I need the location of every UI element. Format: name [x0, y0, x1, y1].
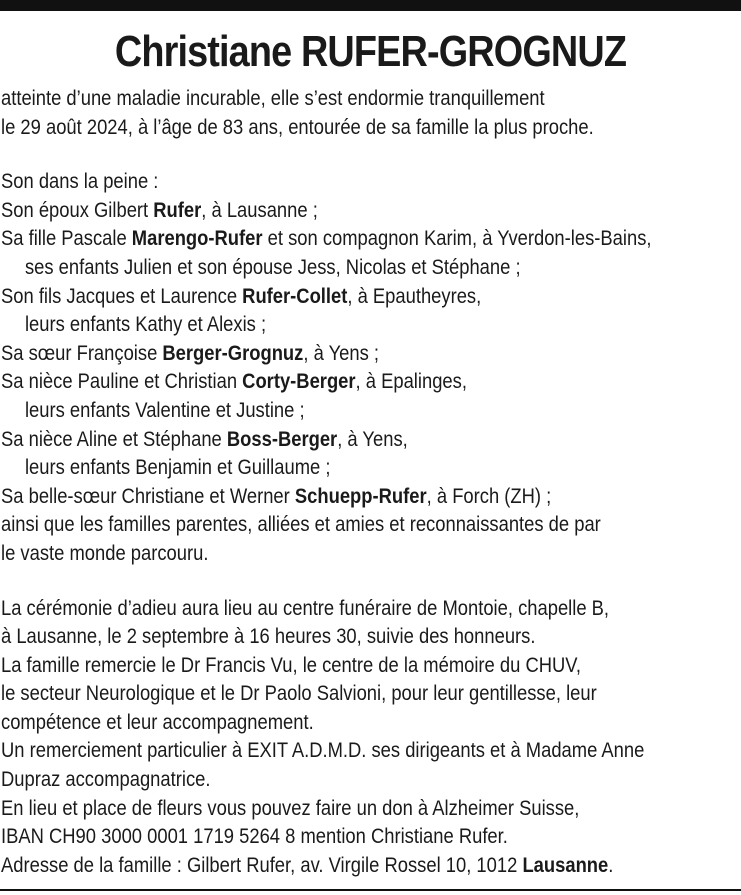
paragraph-gap	[1, 141, 651, 167]
family-heading: Son dans la peine :	[1, 169, 159, 194]
notice-title: Christiane RUFER-GROGNUZ	[114, 27, 627, 76]
closing-line: Un remerciement particulier à EXIT A.D.M.D. ses dirigeants et à Madame Anne	[1, 738, 645, 763]
closing-line: La famille remercie le Dr Francis Vu, le centre de la mémoire du CHUV,	[1, 652, 581, 677]
notice-body	[1, 84, 651, 879]
family-line: ses enfants Julien et son épouse Jess, Nicolas et Stéphane ;	[24, 254, 521, 279]
family-line: le vaste monde parcouru.	[1, 540, 209, 565]
address-line: Adresse de la famille : Gilbert Rufer, av. Virgile Rossel 10, 1012 Lausanne.	[1, 852, 614, 877]
family-line: Sa nièce Pauline et Christian Corty-Berger, à Epalinges,	[1, 369, 467, 394]
family-line: Sa sœur Françoise Berger-Grognuz, à Yens ;	[1, 340, 379, 365]
closing-line: Dupraz accompagnatrice.	[1, 767, 211, 792]
family-line: leurs enfants Kathy et Alexis ;	[24, 312, 267, 337]
intro-line: le 29 août 2024, à l’âge de 83 ans, entourée de sa famille la plus proche.	[1, 114, 594, 139]
family-line: Sa belle-sœur Christiane et Werner Schuepp-Rufer, à Forch (ZH) ;	[1, 483, 552, 508]
closing-line: IBAN CH90 3000 0001 1719 5264 8 mention Christiane Rufer.	[1, 824, 508, 849]
closing-line: le secteur Neurologique et le Dr Paolo Salvioni, pour leur gentillesse, leur	[1, 681, 597, 706]
paragraph-gap	[1, 568, 651, 594]
family-line: leurs enfants Benjamin et Guillaume ;	[24, 455, 331, 480]
intro-line: atteinte d’une maladie incurable, elle s’est endormie tranquillement	[1, 86, 545, 110]
family-line: Sa fille Pascale Marengo-Rufer et son compagnon Karim, à Yverdon-les-Bains,	[1, 226, 652, 251]
family-line: leurs enfants Valentine et Justine ;	[24, 397, 305, 422]
closing-line: à Lausanne, le 2 septembre à 16 heures 30, suivie des honneurs.	[1, 624, 536, 649]
family-line: Son fils Jacques et Laurence Rufer-Collet, à Epautheyres,	[1, 283, 482, 308]
top-rule	[0, 0, 741, 11]
closing-line: En lieu et place de fleurs vous pouvez faire un don à Alzheimer Suisse,	[1, 795, 580, 820]
closing-line: La cérémonie d’adieu aura lieu au centre funéraire de Montoie, chapelle B,	[1, 595, 610, 620]
family-line: Sa nièce Aline et Stéphane Boss-Berger, à Yens,	[1, 426, 408, 451]
family-line: Son époux Gilbert Rufer, à Lausanne ;	[1, 197, 318, 222]
closing-line: compétence et leur accompagnement.	[1, 709, 314, 734]
family-line: ainsi que les familles parentes, alliées et amies et reconnaissantes de par	[1, 512, 601, 537]
bottom-rule	[0, 889, 741, 891]
